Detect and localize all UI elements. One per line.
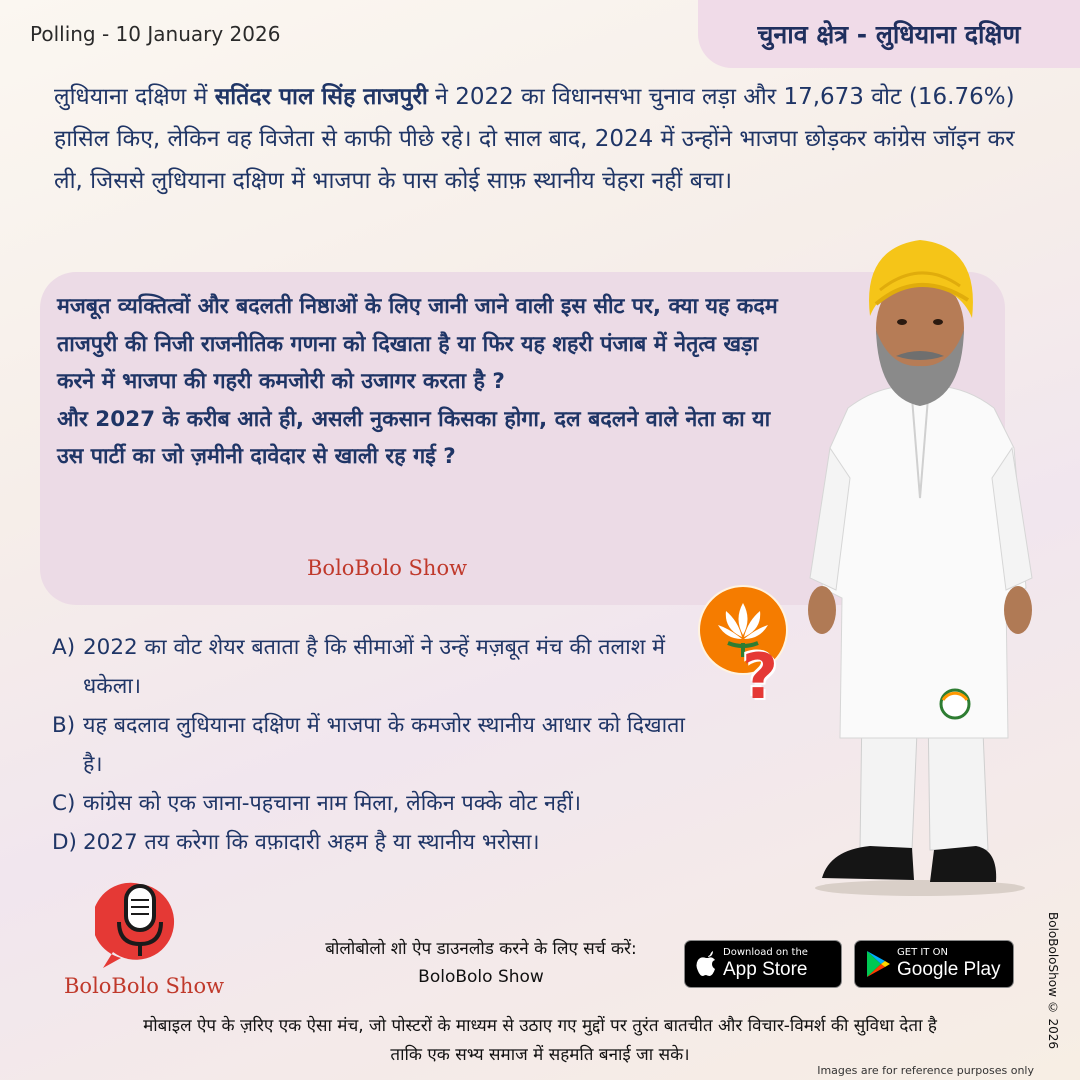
candidate-name: सतिंदर पाल सिंह ताजपुरी (214, 84, 428, 110)
question-line-2: और 2027 के करीब आते ही, असली नुकसान किसका होगा, दल बदलने वाले नेता का या उस पार्टी का जो ज़मीनी दावेदार से खाली रह गई ? (57, 406, 771, 469)
option-d[interactable] (52, 823, 772, 862)
search-instruction: बोलोबोलो शो ऐप डाउनलोड करने के लिए सर्च करें: (325, 939, 637, 959)
option-label: A) (52, 635, 76, 660)
question-text (57, 288, 792, 476)
constituency-label: चुनाव क्षेत्र - लुधियाना दक्षिण (757, 20, 1021, 49)
footer-text (40, 1012, 1040, 1070)
question-mark-icon: ? (742, 640, 778, 713)
app-store-button[interactable] (684, 940, 842, 988)
option-text: यह बदलाव लुधियाना दक्षिण में भाजपा के कमजोर स्थानीय आधार को दिखाता है। (83, 713, 685, 777)
option-label: D) (52, 830, 77, 855)
option-text: 2022 का वोट शेयर बताता है कि सीमाओं ने उन्हें मज़बूत मंच की तलाश में धकेला। (83, 635, 666, 699)
app-store-small-text: Download on the (723, 947, 808, 958)
search-term: BoloBolo Show (418, 967, 544, 987)
microphone-icon (95, 878, 185, 973)
google-play-big-text: Google Play (897, 959, 1001, 980)
option-label: C) (52, 791, 76, 816)
disclaimer: Images are for reference purposes only (817, 1064, 1034, 1077)
answer-options (52, 628, 772, 862)
option-text: 2027 तय करेगा कि वफ़ादारी अहम है या स्थानीय भरोसा। (83, 830, 540, 855)
option-text: कांग्रेस को एक जाना-पहचाना नाम मिला, लेकिन पक्के वोट नहीं। (83, 791, 582, 816)
brand-logo-text: BoloBolo Show (64, 974, 225, 998)
question-line-1: मजबूत व्यक्तित्वों और बदलती निष्ठाओं के लिए जानी जाने वाली इस सीट पर, क्या यह कदम ताजपुरी की निजी राजनीतिक गणना को दिखाता है या फिर यह शहरी पंजाब में नेतृत्व खड़ा करने में भाजपा की गहरी कमजोरी को उजागर करता है ? (57, 294, 778, 394)
option-label: B) (52, 713, 76, 738)
google-play-button[interactable] (854, 940, 1014, 988)
google-play-small-text: GET IT ON (897, 947, 948, 958)
download-instructions (296, 935, 666, 991)
politician-illustration (800, 238, 1040, 898)
footer-line-2: ताकि एक सभ्य समाज में सहमति बनाई जा सके। (390, 1045, 690, 1065)
option-a[interactable] (52, 628, 772, 706)
watermark-brand: BoloBolo Show (307, 556, 468, 580)
copyright: BoloBoloShow © 2026 (1046, 912, 1060, 1050)
polling-date: Polling - 10 January 2026 (30, 22, 281, 46)
intro-paragraph (54, 76, 1044, 202)
option-c[interactable] (52, 784, 772, 823)
google-play-icon (865, 950, 891, 978)
apple-icon (695, 951, 717, 977)
option-b[interactable] (52, 706, 772, 784)
intro-text-2: ने 2022 का विधानसभा चुनाव लड़ा और 17,673 वोट (16.76%) हासिल किए, लेकिन वह विजेता से काफी पीछे रहे। दो साल बाद, 2024 में उन्होंने भाजपा छोड़कर कांग्रेस जॉइन कर ली, जिससे लुधियाना दक्षिण में भाजपा के पास कोई साफ़ स्थानीय चेहरा नहीं बचा। (54, 84, 1015, 194)
intro-text-1: लुधियाना दक्षिण में (54, 84, 215, 110)
constituency-badge (698, 0, 1080, 68)
app-store-big-text: App Store (723, 959, 808, 980)
footer-line-1: मोबाइल ऐप के ज़रिए एक ऐसा मंच, जो पोस्टरों के माध्यम से उठाए गए मुद्दों पर तुरंत बातचीत और विचार-विमर्श की सुविधा देता है (143, 1016, 937, 1036)
